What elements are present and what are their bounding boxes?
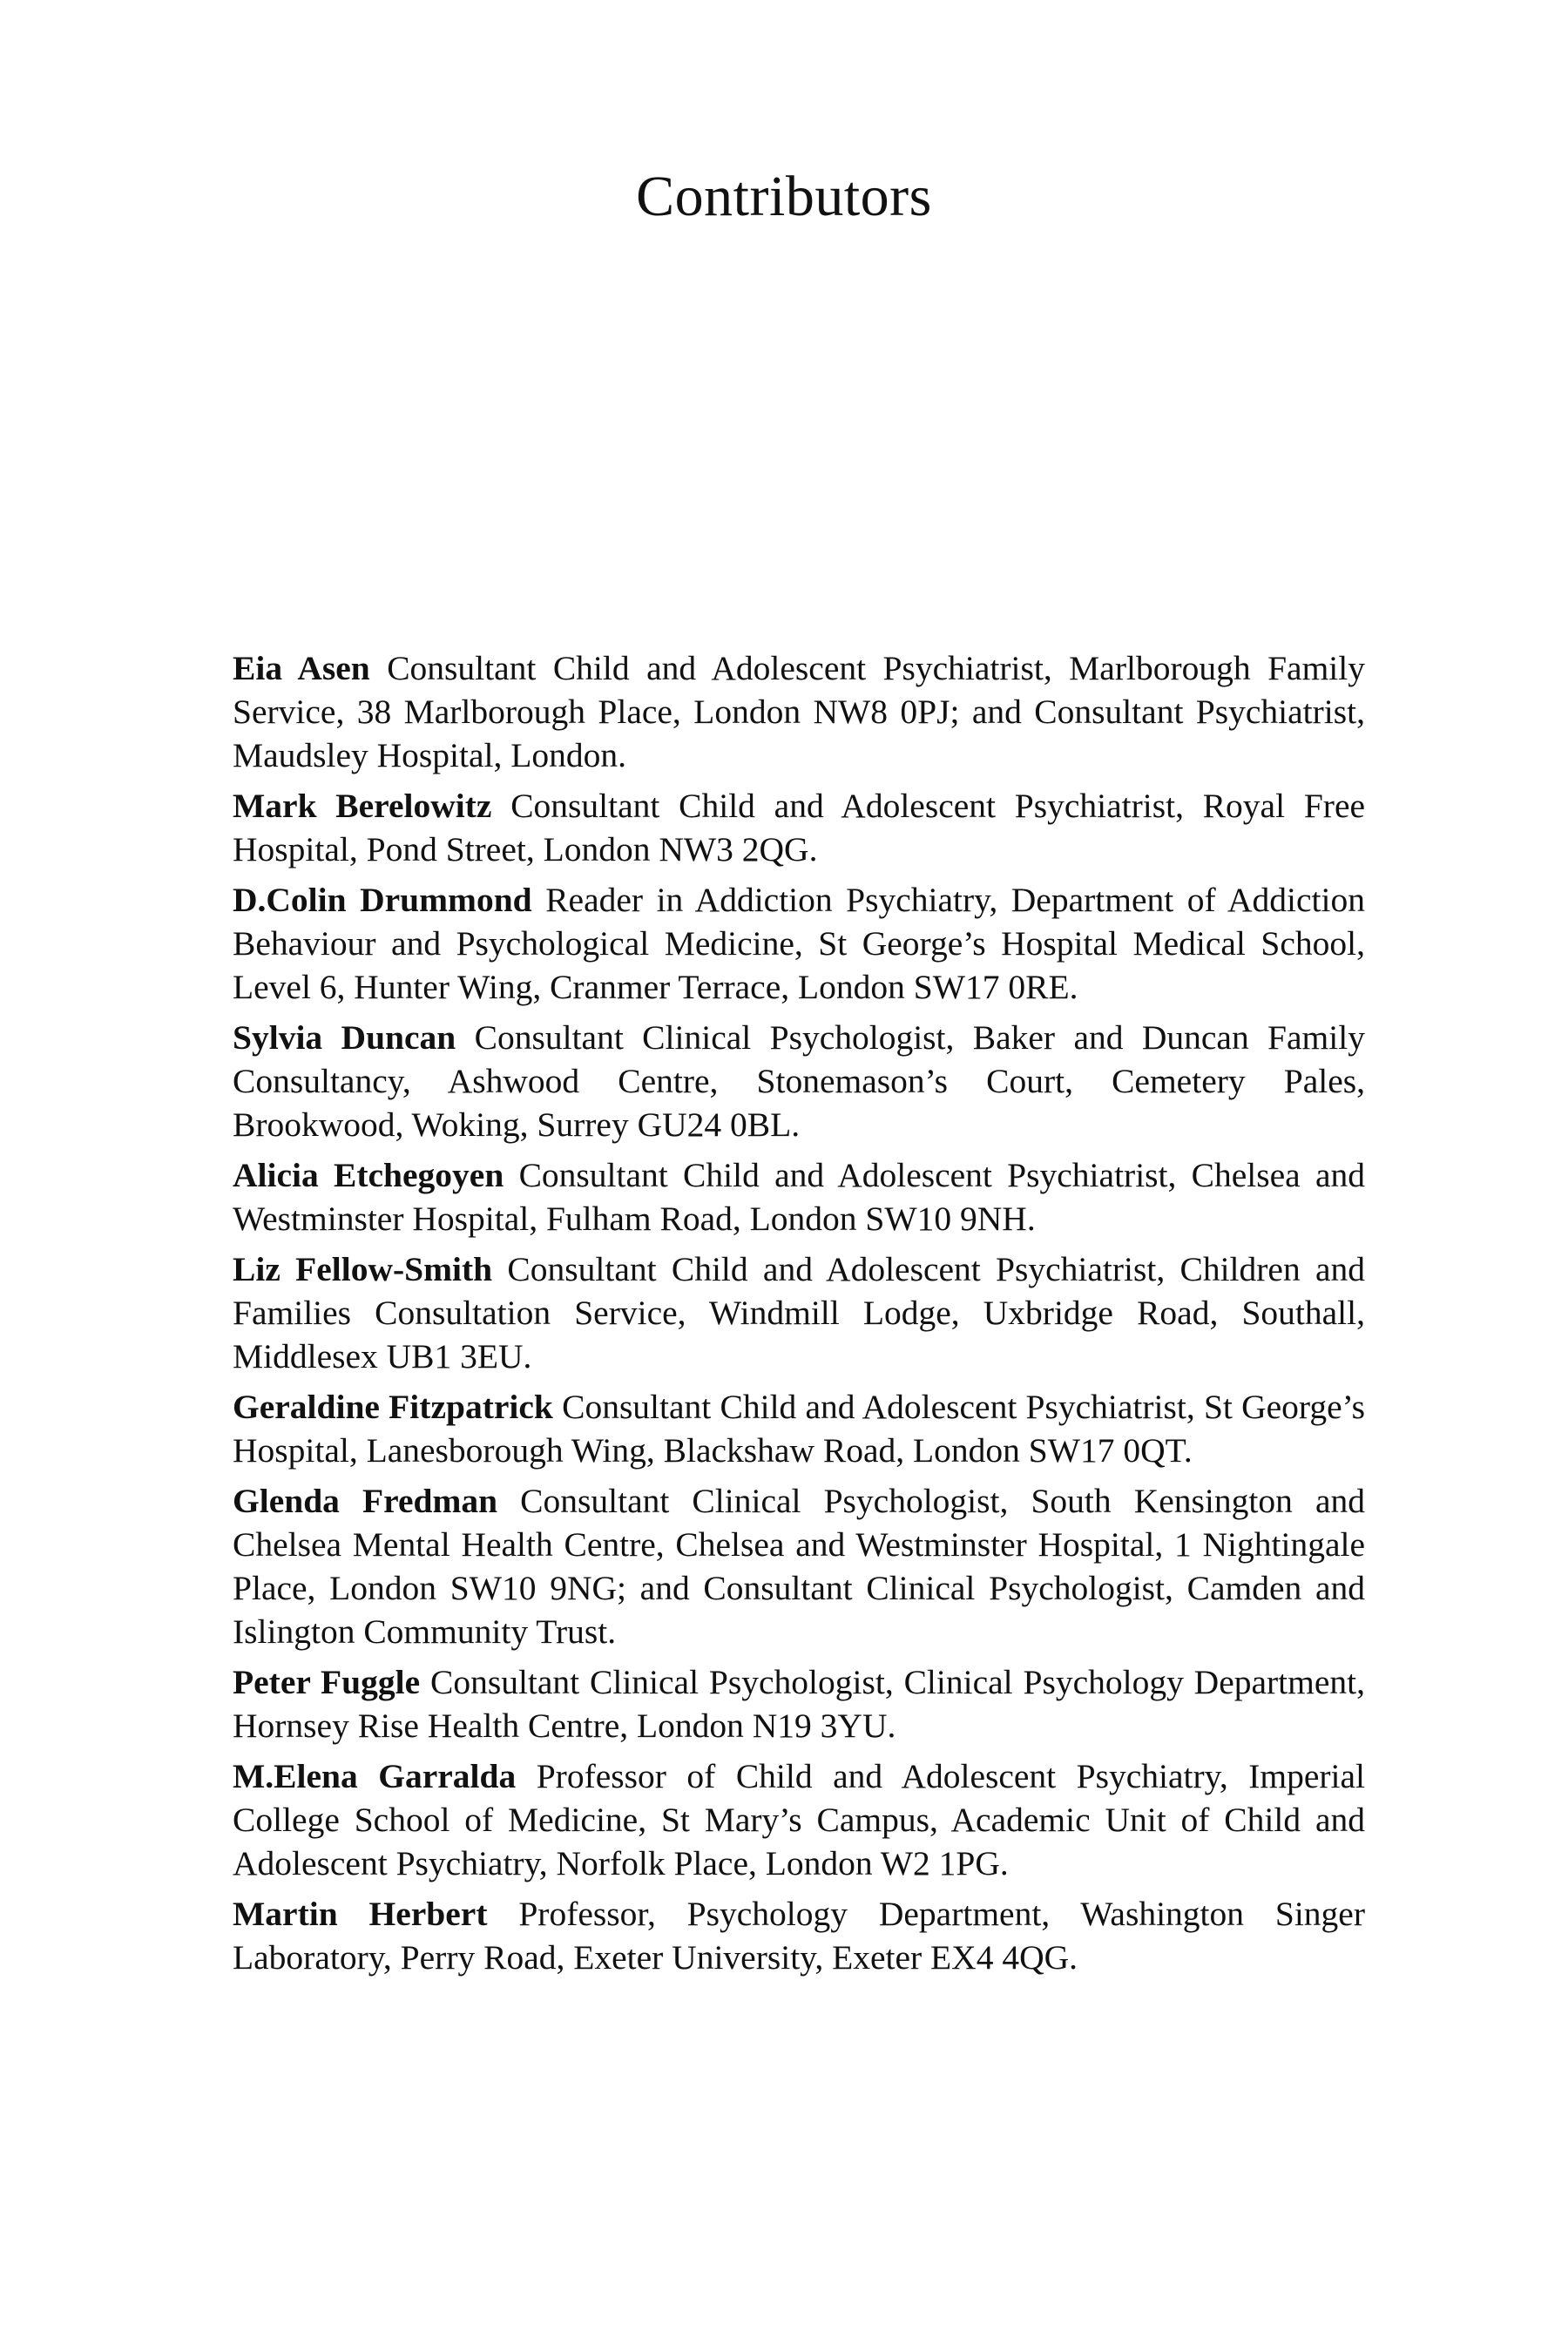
- contributor-list: [233, 646, 1365, 1986]
- contributor-name: Glenda Fredman: [233, 1482, 498, 1520]
- contributor-entry: [233, 1479, 1365, 1653]
- contributor-entry: [233, 878, 1365, 1009]
- contributor-entry: [233, 1660, 1365, 1747]
- contributor-entry: [233, 1247, 1365, 1378]
- contributor-name: Sylvia Duncan: [233, 1018, 456, 1057]
- contributor-entry: [233, 646, 1365, 777]
- contributor-entry: [233, 1153, 1365, 1240]
- contributor-name: Geraldine Fitzpatrick: [233, 1388, 553, 1426]
- page-title: Contributors: [636, 165, 932, 228]
- contributor-name: D.Colin Drummond: [233, 881, 532, 919]
- contributor-entry: [233, 784, 1365, 871]
- contributor-details: Consultant Child and Adolescent Psychiatrist, Children and Families Consultation Service, Windmill Lodge, Uxbridge Road, Southall, Middlesex UB1 3EU.: [233, 1250, 1366, 1375]
- contributor-details: Consultant Child and Adolescent Psychiatrist, St George’s Hospital, Lanesborough Wing, Blackshaw Road, London SW17 0QT.: [233, 1388, 1365, 1470]
- contributor-name: Mark Berelowitz: [233, 787, 492, 825]
- contributor-details: Consultant Child and Adolescent Psychiatrist, Marlborough Family Service, 38 Marlborough Place, London NW8 0PJ; and Consultant Psychiatrist, Maudsley Hospital, London.: [233, 649, 1365, 774]
- contributor-details: Consultant Clinical Psychologist, South Kensington and Chelsea Mental Health Centre, Chelsea and Westminster Hospital, 1 Nightingale Place, London SW10 9NG; and Consultant Clinical Psychologist, Camden and Islington Community Trust.: [233, 1482, 1365, 1651]
- contributor-entry: [233, 1892, 1365, 1979]
- contributor-details: Reader in Addiction Psychiatry, Department of Addiction Behaviour and Psychological Medicine, St George’s Hospital Medical School, Level 6, Hunter Wing, Cranmer Terrace, London SW17 0RE.: [233, 881, 1366, 1006]
- contributor-details: Consultant Clinical Psychologist, Baker and Duncan Family Consultancy, Ashwood Centre, Stonemason’s Court, Cemetery Pales, Brookwood, Woking, Surrey GU24 0BL.: [233, 1018, 1365, 1144]
- contributor-details: Consultant Child and Adolescent Psychiatrist, Royal Free Hospital, Pond Street, London NW3 2QG.: [233, 787, 1366, 868]
- contributor-entry: [233, 1016, 1365, 1146]
- contributor-details: Consultant Child and Adolescent Psychiatrist, Chelsea and Westminster Hospital, Fulham Road, London SW10 9NH.: [233, 1156, 1366, 1238]
- contributor-entry: [233, 1754, 1365, 1885]
- contributor-details: Consultant Clinical Psychologist, Clinical Psychology Department, Hornsey Rise Health Centre, London N19 3YU.: [233, 1663, 1365, 1745]
- contributor-name: Peter Fuggle: [233, 1663, 421, 1701]
- contributor-name: Alicia Etchegoyen: [233, 1156, 504, 1194]
- contributor-name: Martin Herbert: [233, 1895, 488, 1933]
- contributor-entry: [233, 1385, 1365, 1472]
- contributor-details: Professor, Psychology Department, Washington Singer Laboratory, Perry Road, Exeter University, Exeter EX4 4QG.: [233, 1895, 1365, 1977]
- contributor-name: Eia Asen: [233, 649, 370, 687]
- contributor-name: Liz Fellow-Smith: [233, 1250, 493, 1288]
- contributor-name: M.Elena Garralda: [233, 1757, 517, 1795]
- contributor-details: Professor of Child and Adolescent Psychiatry, Imperial College School of Medicine, St Mary’s Campus, Academic Unit of Child and Adolescent Psychiatry, Norfolk Place, London W2 1PG.: [233, 1757, 1366, 1882]
